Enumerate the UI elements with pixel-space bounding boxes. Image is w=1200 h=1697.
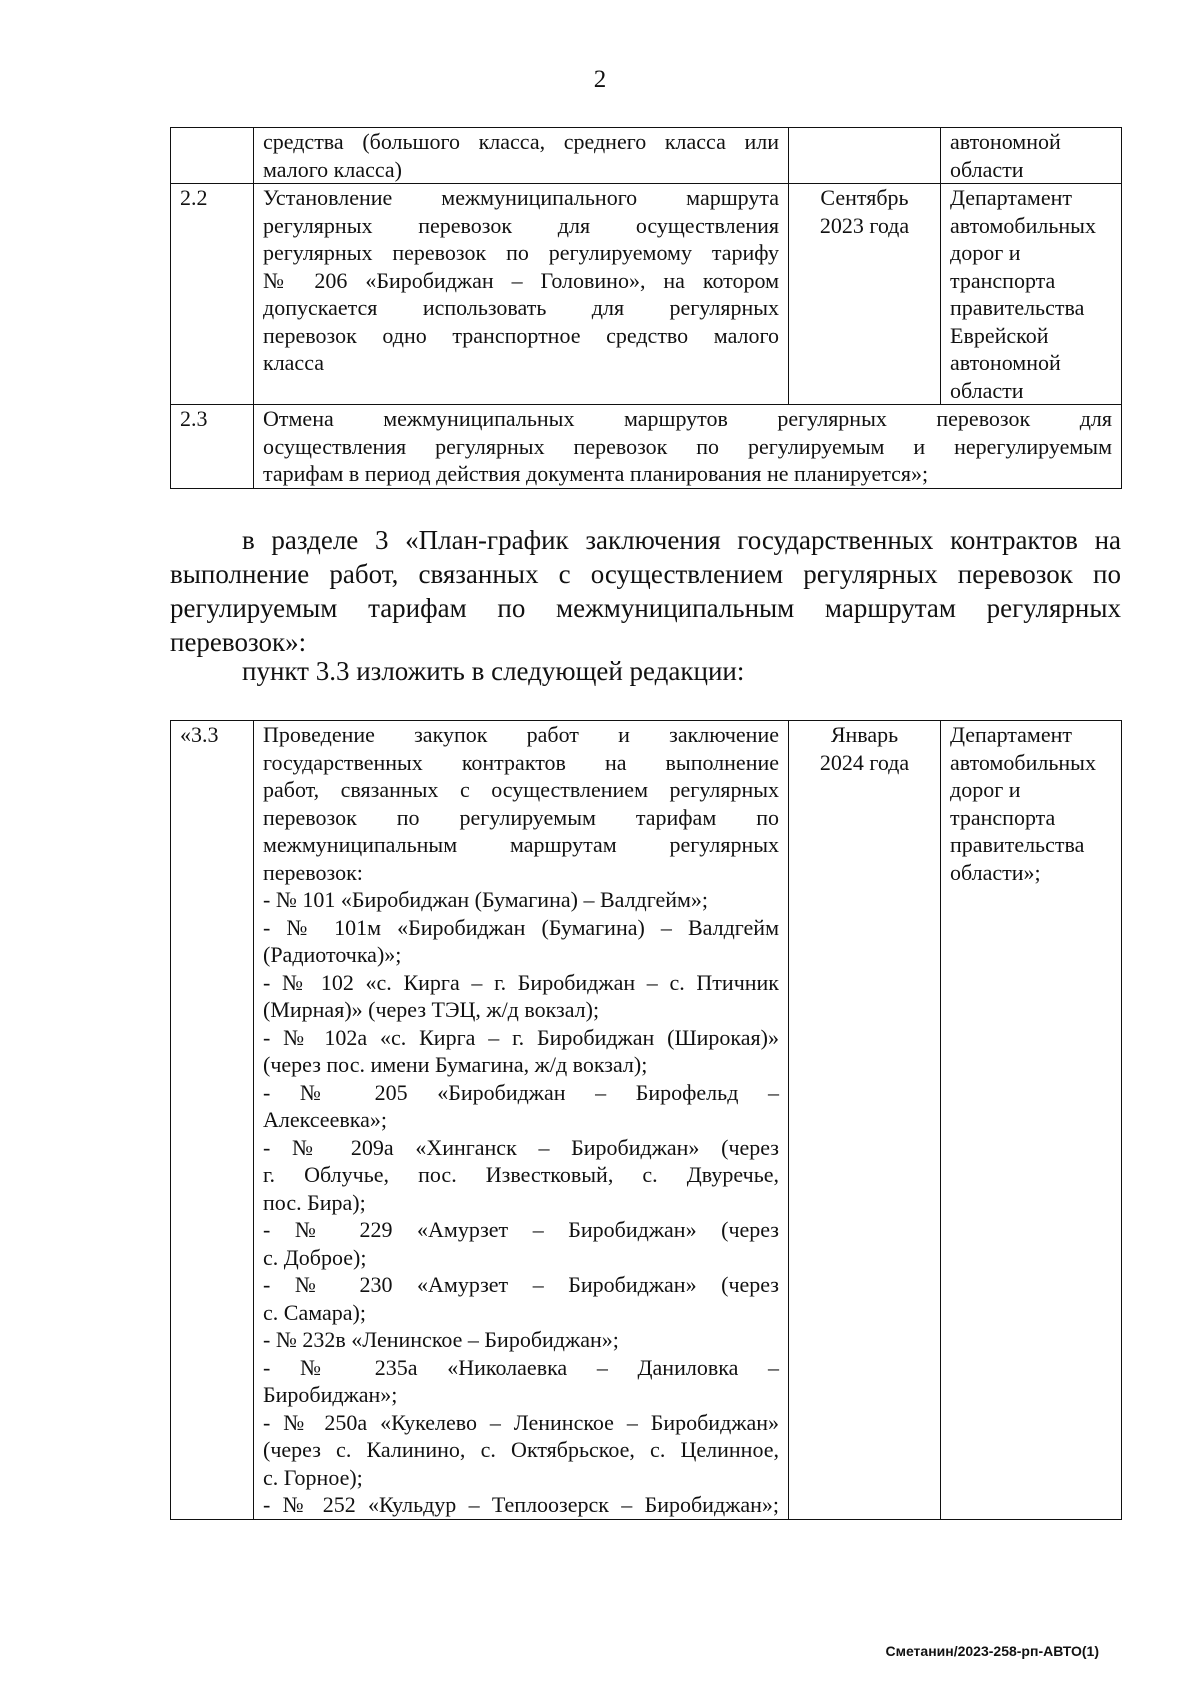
text-line: транспорта: [950, 804, 1056, 830]
route-item: - № 102а «с. Кирга – г. Биробиджан (Широкая)»: [263, 1024, 779, 1050]
text-line: Биробиджан»;: [263, 1382, 398, 1407]
row-responsible: [941, 184, 1122, 405]
text-line: (через пос. имени Бумагина, ж/д вокзал);: [263, 1052, 648, 1077]
route-item: - № 205 «Биробиджан – Бирофельд –: [263, 1079, 779, 1105]
row-text: [254, 184, 789, 405]
text-line: дорог и: [950, 240, 1021, 265]
plan-table-section-3: [170, 720, 1122, 1520]
row-date: [789, 184, 941, 405]
text-line: Департамент: [950, 185, 1073, 210]
text-line: области: [950, 377, 1024, 403]
row-text: [254, 128, 789, 184]
text-line: автомобильных: [950, 212, 1096, 238]
text-line: Проведение закупок работ и заключение: [263, 722, 779, 747]
text-line: осуществления регулярных перевозок по регулируемым и нерегулируемым: [263, 433, 1112, 459]
text-line: регулируемым тарифам по межмуниципальным маршрутам регулярных: [170, 593, 1121, 623]
route-item: - № 230 «Амурзет – Биробиджан» (через: [263, 1272, 779, 1297]
document-footer-id: Сметанин/2023-258-рп-АВТО(1): [885, 1643, 1099, 1659]
row-text-merged: [254, 405, 1122, 489]
text-line: правительства: [950, 832, 1085, 857]
row-date: [789, 128, 941, 184]
text-line: № 206 «Биробиджан – Головино», на котором: [263, 267, 779, 293]
text-line: (через с. Калинино, с. Октябрьское, с. Целинное,: [263, 1437, 779, 1462]
route-item: - № 232в «Ленинское – Биробиджан»;: [263, 1327, 619, 1352]
page-number: 2: [593, 66, 607, 93]
text-line: малого класса): [263, 156, 403, 182]
text-line: Алексеевка»;: [263, 1107, 387, 1132]
text-line: выполнение работ, связанных с осуществлением регулярных перевозок по: [170, 559, 1121, 589]
row-number: [171, 128, 254, 184]
text-line: автомобильных: [950, 749, 1096, 775]
text-line: перевозок»:: [170, 627, 307, 657]
route-item: - № 102 «с. Кирга – г. Биробиджан – с. Птичник: [263, 969, 779, 995]
text-line: Январь: [830, 722, 899, 747]
text-line: регулярных перевозок по регулируемому тарифу: [263, 240, 779, 265]
text-line: дорог и: [950, 777, 1021, 802]
row-date: [789, 721, 941, 1520]
route-item: - № 101м «Биробиджан (Бумагина) – Валдгейм: [263, 914, 779, 940]
text-line: работ, связанных с осуществлением регулярных: [263, 777, 779, 802]
text-line: Сентябрь: [820, 185, 909, 210]
text-line: Департамент: [950, 722, 1073, 747]
text-line: допускается использовать для регулярных: [263, 295, 779, 320]
text-line: пос. Бира);: [263, 1189, 366, 1215]
row-number: «3.3: [171, 721, 254, 1520]
text-line: с. Самара);: [263, 1299, 366, 1325]
row-text: [254, 721, 789, 1520]
row-number: 2.3: [171, 405, 254, 489]
text-line: области: [950, 156, 1024, 182]
route-item: - № 229 «Амурзет – Биробиджан» (через: [263, 1217, 779, 1242]
text-line: с. Горное);: [263, 1464, 363, 1490]
text-line: Еврейской: [950, 322, 1049, 348]
route-item: - № 101 «Биробиджан (Бумагина) – Валдгейм»;: [263, 887, 709, 912]
table-row: [171, 184, 1122, 405]
text-line: автономной: [950, 129, 1061, 154]
text-line: 2023 года: [819, 212, 910, 238]
text-line: Отмена межмуниципальных маршрутов регулярных перевозок для: [263, 406, 1112, 431]
row-number: 2.2: [171, 184, 254, 405]
text-line: государственных контрактов на выполнение: [263, 749, 779, 775]
text-line: регулярных перевозок для осуществления: [263, 212, 779, 238]
route-item: - № 209а «Хинганск – Биробиджан» (через: [263, 1134, 779, 1160]
route-item: - № 252 «Кульдур – Теплоозерск – Биробиджан»;: [263, 1492, 779, 1517]
item-3-3-instruction: пункт 3.3 изложить в следующей редакции:: [242, 656, 745, 686]
text-line: перевозок:: [263, 859, 363, 885]
section-3-paragraph: [170, 523, 1121, 659]
text-line: перевозок одно транспортное средство малого: [263, 322, 779, 348]
text-line: перевозок по регулируемым тарифам по: [263, 804, 779, 830]
text-line: (Мирная)» (через ТЭЦ, ж/д вокзал);: [263, 997, 600, 1022]
text-line: области»;: [950, 859, 1041, 885]
table-row: [171, 405, 1122, 489]
row-responsible: [941, 128, 1122, 184]
text-line: Установление межмуниципального маршрута: [263, 185, 779, 210]
route-item: - № 250а «Кукелево – Ленинское – Биробиджан»: [263, 1409, 779, 1435]
text-line: тарифам в период действия документа планирования не планируется»;: [263, 461, 929, 486]
table-row: [171, 128, 1122, 184]
text-line: 2024 года: [819, 749, 910, 775]
row-responsible: [941, 721, 1122, 1520]
plan-table-section-2: [170, 127, 1122, 489]
text-line: с. Доброе);: [263, 1244, 367, 1270]
text-line: в разделе 3 «План-график заключения государственных контрактов на: [242, 525, 1121, 555]
text-line: класса: [263, 350, 324, 375]
text-line: межмуниципальным маршрутам регулярных: [263, 832, 779, 857]
text-line: (Радиоточка)»;: [263, 942, 402, 967]
text-line: правительства: [950, 295, 1085, 320]
text-line: транспорта: [950, 267, 1056, 293]
table-row: [171, 721, 1122, 1520]
text-line: г. Облучье, пос. Известковый, с. Двуречье,: [263, 1162, 779, 1187]
text-line: автономной: [950, 350, 1061, 375]
text-line: средства (большого класса, среднего класса или: [263, 129, 779, 154]
route-item: - № 235а «Николаевка – Даниловка –: [263, 1354, 779, 1380]
